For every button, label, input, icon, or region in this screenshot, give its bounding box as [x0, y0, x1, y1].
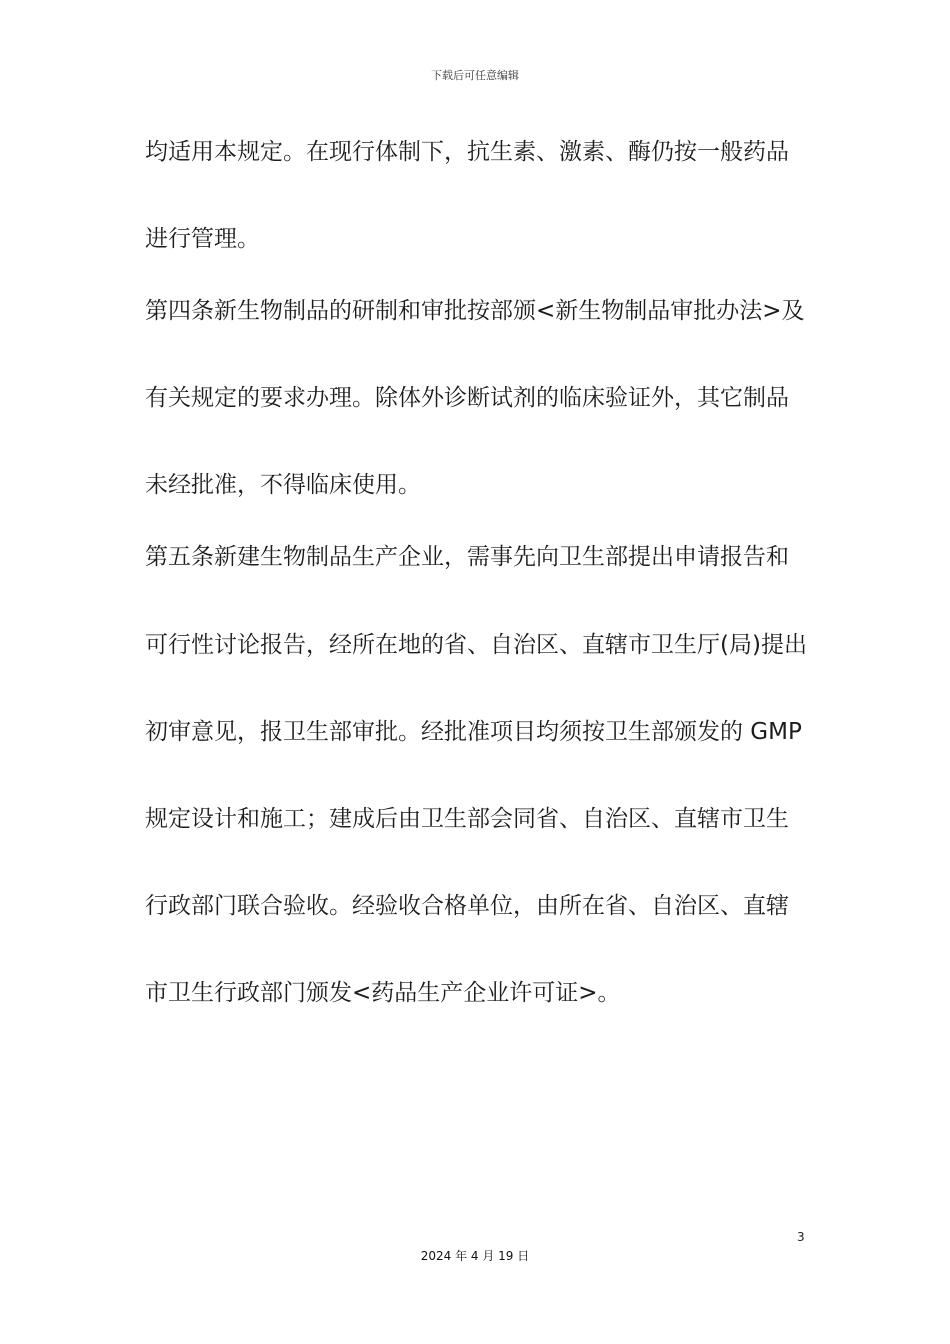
body-line: 均适用本规定。在现行体制下，抗生素、激素、酶仍按一般药品	[145, 139, 789, 165]
body-line: 可行性讨论报告，经所在地的省、自治区、直辖市卫生厅(局)提出	[145, 632, 807, 658]
page-header: 下载后可任意编辑	[431, 69, 519, 82]
body-line: 第四条新生物制品的研制和审批按部颁<新生物制品审批办法>及	[145, 298, 805, 324]
body-line: 市卫生行政部门颁发<药品生产企业许可证>。	[145, 980, 621, 1006]
body-line: 有关规定的要求办理。除体外诊断试剂的临床验证外，其它制品	[145, 385, 789, 411]
body-line: 进行管理。	[145, 226, 260, 252]
body-line: 初审意见，报卫生部审批。经批准项目均须按卫生部颁发的 GMP	[145, 719, 802, 745]
page-number: 3	[797, 1230, 805, 1244]
body-line: 未经批准，不得临床使用。	[145, 472, 421, 498]
body-line: 第五条新建生物制品生产企业，需事先向卫生部提出申请报告和	[145, 544, 789, 570]
body-line: 行政部门联合验收。经验收合格单位，由所在省、自治区、直辖	[145, 893, 789, 919]
footer-date: 2024 年 4 月 19 日	[420, 1249, 530, 1263]
body-line: 规定设计和施工；建成后由卫生部会同省、自治区、直辖市卫生	[145, 806, 789, 832]
